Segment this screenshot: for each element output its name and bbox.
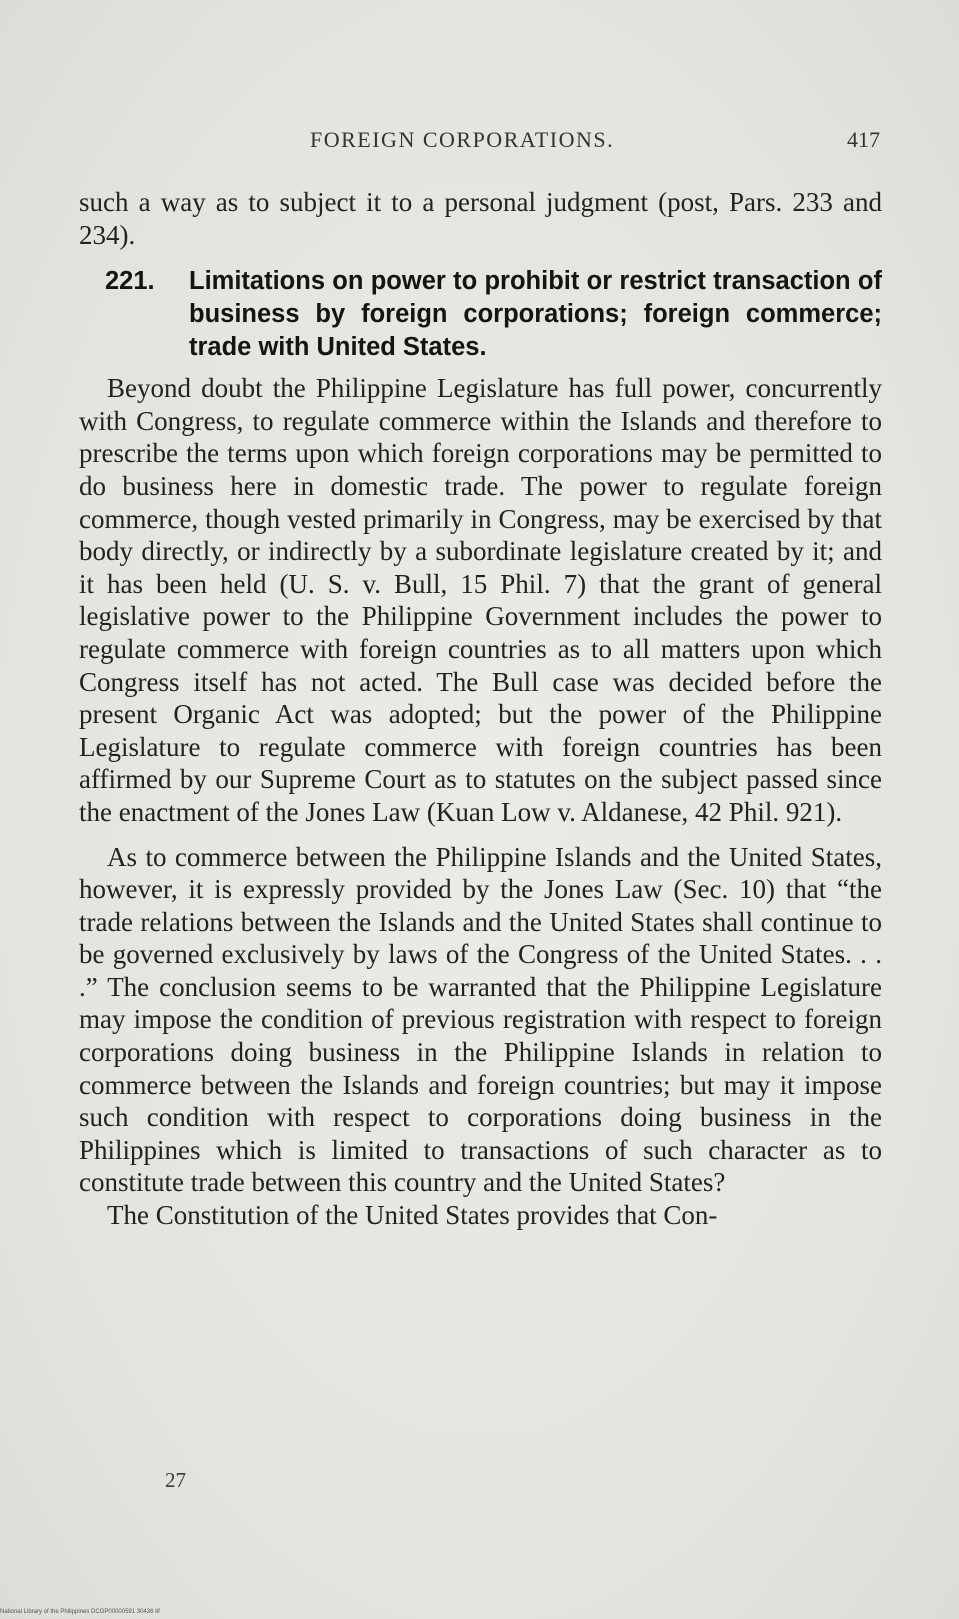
scan-footer: National Library of the Philippines DCGP00000591 30436 tif	[0, 1609, 160, 1615]
page-header	[80, 127, 880, 163]
section-heading	[79, 265, 882, 364]
section-title: Limitations on power to prohibit or restrict transaction of business by foreign corporations; foreign commerce; trade with United States.	[189, 267, 882, 362]
continuation-paragraph: such a way as to subject it to a personal judgment (post, Pars. 233 and 234).	[79, 187, 882, 250]
section-number: 221.	[105, 267, 155, 296]
page-number: 417	[847, 127, 880, 152]
running-head: FOREIGN CORPORATIONS.	[310, 127, 615, 152]
signature-mark: 27	[165, 1468, 186, 1492]
paragraph-trade-relations: As to commerce between the Philippine Islands and the United States, however, it is expressly provided by the Jones Law (Sec. 10) that “the trade relations between the Islands and the United States shall continue to be governed exclusively by laws of the Congress of the United States. . . .” The conclusion seems to be warranted that the Philippine Legislature may impose the condition of previous registration with respect to foreign corporations doing business in the Philippine Islands in relation to commerce between the Islands and foreign countries; but may it impose such condition with respect to corporations doing business in the Philippines which is limited to transactions of such character as to constitute trade between this country and the United States?	[79, 841, 882, 1198]
paragraph-legislative-power: Beyond doubt the Philippine Legislature has full power, concurrently with Congress, to regulate commerce within the Islands and therefore to prescribe the terms upon which foreign corporations may be permitted to do business here in domestic trade. The power to regulate foreign commerce, though vested primarily in Congress, may be exercised by that body directly, or indirectly by a subordinate legislature created by it; and it has been held (U. S. v. Bull, 15 Phil. 7) that the grant of general legislative power to the Philippine Government includes the power to regulate commerce with foreign countries as to all matters upon which Congress itself has not acted. The Bull case was decided before the present Organic Act was adopted; but the power of the Philippine Legislature to regulate commerce with foreign countries has been affirmed by our Supreme Court as to statutes on the subject passed since the enactment of the Jones Law (Kuan Low v. Aldanese, 42 Phil. 921).	[79, 373, 882, 827]
paragraph-constitution: The Constitution of the United States provides that Con-	[107, 1200, 718, 1231]
body-text	[79, 186, 882, 1232]
